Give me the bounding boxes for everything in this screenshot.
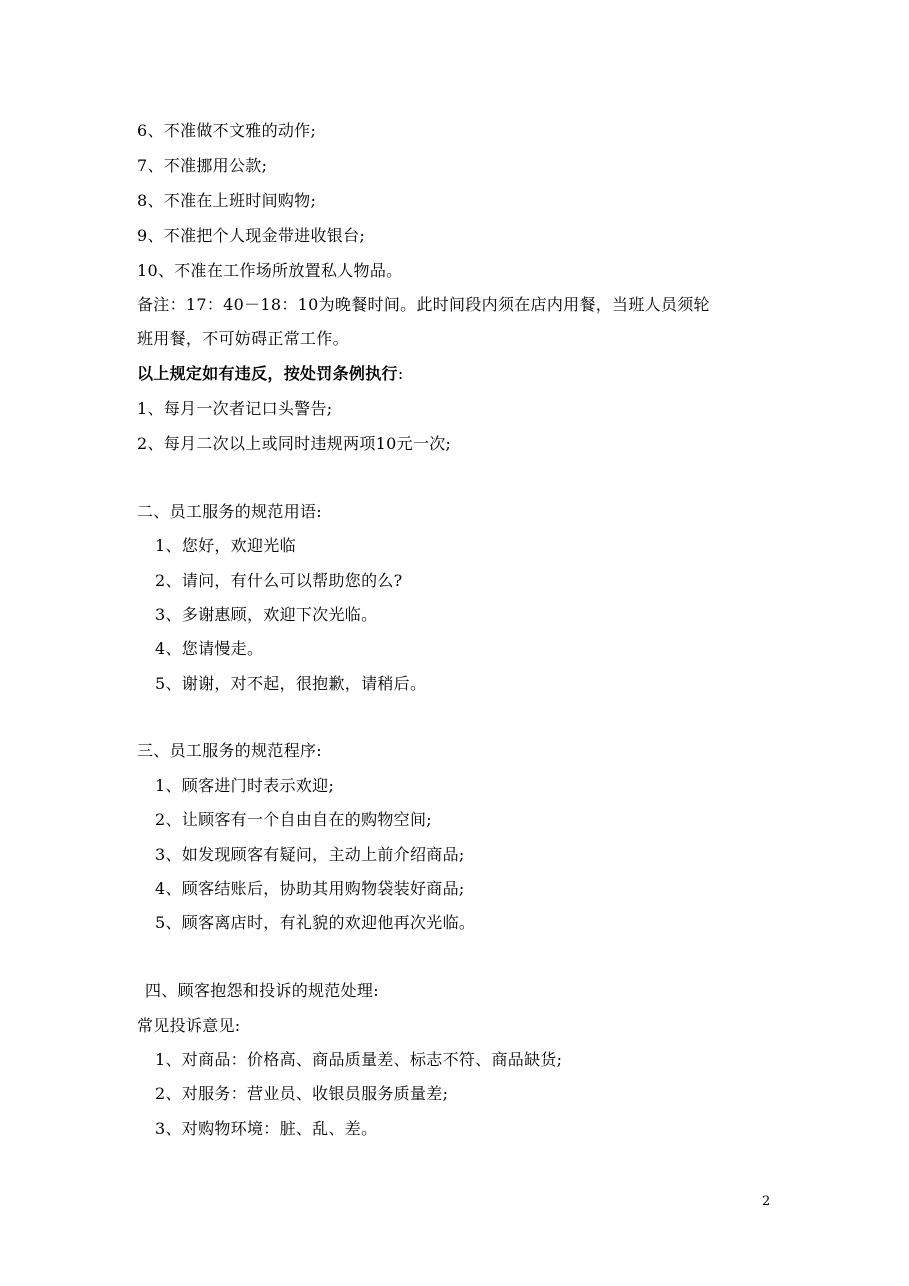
note-line-2: 班用餐，不可妨碍正常工作。: [137, 329, 349, 348]
section-2-item: 3、多谢惠顾，欢迎下次光临。: [155, 605, 378, 624]
section-3-item: 4、顾客结账后，协助其用购物袋装好商品;: [155, 879, 465, 898]
rule-9: 9、不准把个人现金带进收银台;: [137, 226, 366, 245]
penalty-heading-colon: :: [397, 364, 404, 383]
section-4-subheading: 常见投诉意见:: [137, 1016, 241, 1035]
penalty-heading-text: 以上规定如有违反，按处罚条例执行: [137, 364, 398, 383]
page-number: 2: [762, 1194, 771, 1209]
section-3-item: 5、顾客离店时，有礼貌的欢迎他再次光临。: [155, 913, 476, 932]
rule-7: 7、不准挪用公款;: [137, 156, 268, 175]
rule-6: 6、不准做不文雅的动作;: [137, 121, 317, 140]
section-3-item: 2、让顾客有一个自由自在的购物空间;: [155, 810, 432, 829]
section-2-heading: 二、员工服务的规范用语:: [137, 502, 322, 521]
section-3-heading: 三、员工服务的规范程序:: [137, 741, 322, 760]
penalty-2: 2、每月二次以上或同时违规两项10元一次;: [137, 434, 452, 453]
section-4-item: 3、对购物环境：脏、乱、差。: [155, 1119, 378, 1138]
section-2-item: 4、您请慢走。: [155, 639, 264, 658]
section-4-item: 2、对服务：营业员、收银员服务质量差;: [155, 1084, 449, 1103]
section-3-item: 1、顾客进门时表示欢迎;: [155, 776, 335, 795]
note-line-1: 备注：17：40－18：10为晚餐时间。此时间段内须在店内用餐，当班人员须轮: [137, 295, 710, 314]
section-4-heading: 四、顾客抱怨和投诉的规范处理:: [145, 981, 379, 1000]
section-2-item: 1、您好，欢迎光临: [155, 536, 296, 555]
section-3-item: 3、如发现顾客有疑问，主动上前介绍商品;: [155, 845, 465, 864]
section-2-item: 5、谢谢，对不起，很抱歉，请稍后。: [155, 674, 427, 693]
section-2-item: 2、请问，有什么可以帮助您的么?: [155, 571, 403, 590]
penalty-heading: [137, 364, 404, 384]
section-4-item: 1、对商品：价格高、商品质量差、标志不符、商品缺货;: [155, 1050, 563, 1069]
penalty-1: 1、每月一次者记口头警告;: [137, 399, 333, 418]
rule-8: 8、不准在上班时间购物;: [137, 191, 317, 210]
rule-10: 10、不准在工作场所放置私人物品。: [137, 261, 403, 280]
